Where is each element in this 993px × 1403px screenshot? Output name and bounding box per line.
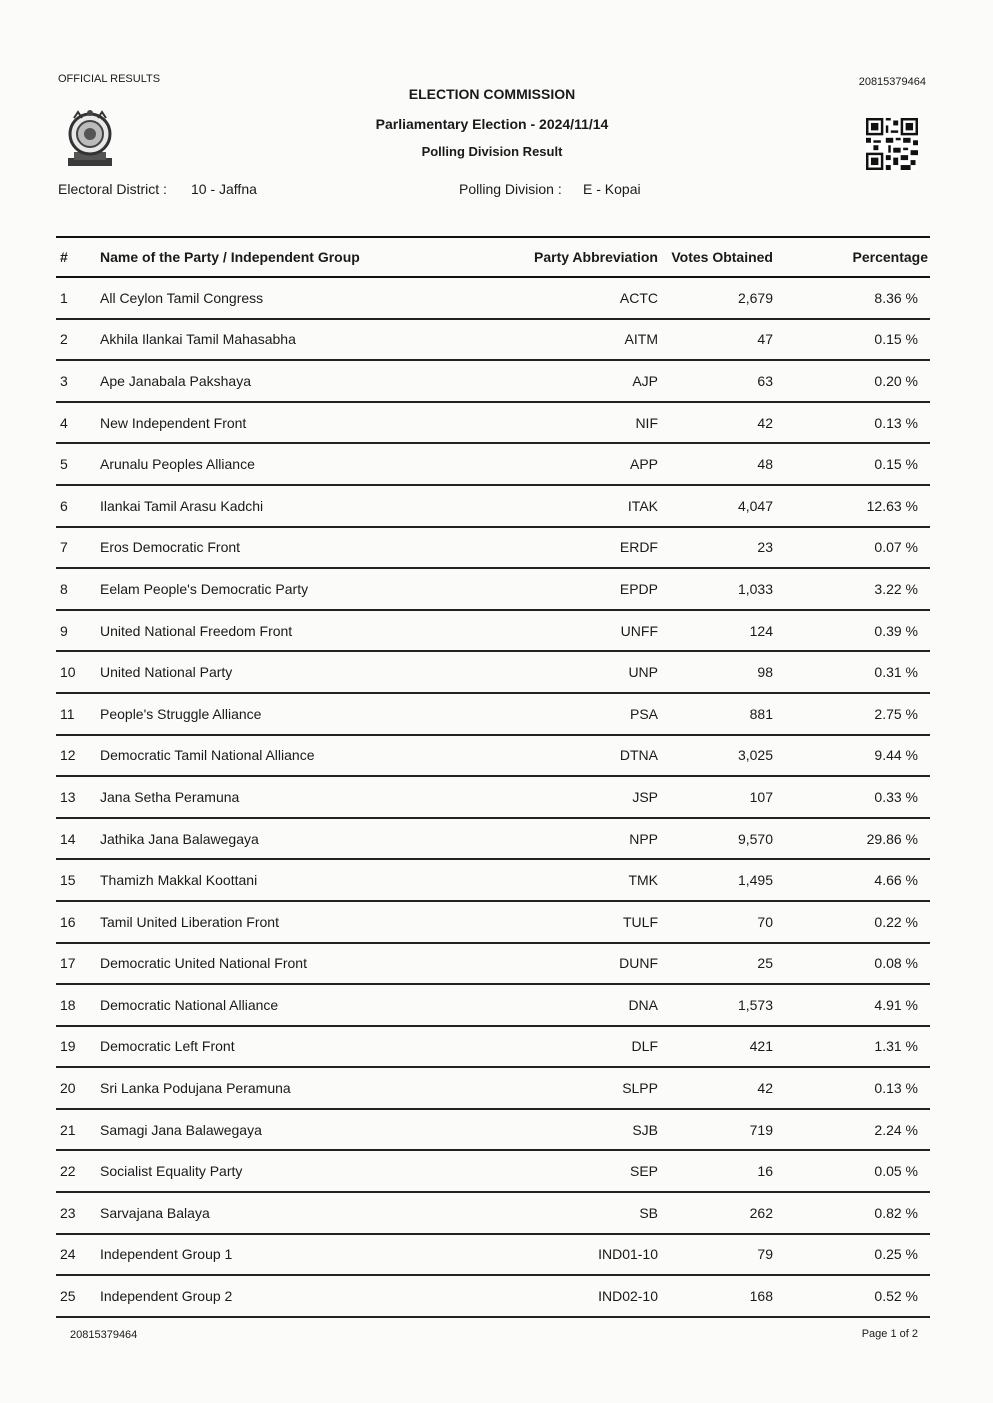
row-number: 8 <box>56 568 98 610</box>
table-row <box>56 901 930 943</box>
party-abbreviation: IND02-10 <box>508 1275 658 1317</box>
votes-obtained: 23 <box>658 527 793 569</box>
party-name: Samagi Jana Balawegaya <box>98 1109 508 1151</box>
party-name: United National Freedom Front <box>98 610 508 652</box>
table-row <box>56 693 930 735</box>
official-results-label: OFFICIAL RESULTS <box>58 73 161 85</box>
table-row <box>56 610 930 652</box>
row-number: 9 <box>56 610 98 652</box>
row-number: 14 <box>56 818 98 860</box>
votes-obtained: 4,047 <box>658 485 793 527</box>
party-name: Thamizh Makkal Koottani <box>98 859 508 901</box>
row-number: 1 <box>56 277 98 319</box>
document-id: 20815379464 <box>858 76 926 88</box>
table-row <box>56 1150 930 1192</box>
party-abbreviation: UNP <box>508 651 658 693</box>
vote-percentage: 4.91 % <box>793 984 930 1026</box>
party-abbreviation: EPDP <box>508 568 658 610</box>
party-abbreviation: ITAK <box>508 485 658 527</box>
party-abbreviation: APP <box>508 443 658 485</box>
table-row <box>56 319 930 361</box>
results-table <box>56 236 930 1318</box>
column-header-votes: Votes Obtained <box>658 237 793 277</box>
vote-percentage: 0.05 % <box>793 1150 930 1192</box>
party-name: New Independent Front <box>98 402 508 444</box>
row-number: 10 <box>56 651 98 693</box>
vote-percentage: 0.13 % <box>793 1067 930 1109</box>
table-row <box>56 651 930 693</box>
table-row <box>56 527 930 569</box>
table-row <box>56 984 930 1026</box>
votes-obtained: 70 <box>658 901 793 943</box>
national-emblem-icon <box>64 108 116 170</box>
party-abbreviation: SB <box>508 1192 658 1234</box>
votes-obtained: 79 <box>658 1234 793 1276</box>
electoral-district-label: Electoral District : <box>58 181 167 197</box>
table-row <box>56 1275 930 1317</box>
row-number: 18 <box>56 984 98 1026</box>
row-number: 11 <box>56 693 98 735</box>
party-abbreviation: ERDF <box>508 527 658 569</box>
party-name: Tamil United Liberation Front <box>98 901 508 943</box>
electoral-district-value: 10 - Jaffna <box>191 181 257 197</box>
party-abbreviation: AITM <box>508 319 658 361</box>
vote-percentage: 2.75 % <box>793 693 930 735</box>
footer-document-id: 20815379464 <box>70 1329 138 1341</box>
polling-division-label: Polling Division : <box>459 181 562 197</box>
row-number: 12 <box>56 735 98 777</box>
party-abbreviation: ACTC <box>508 277 658 319</box>
votes-obtained: 881 <box>658 693 793 735</box>
row-number: 23 <box>56 1192 98 1234</box>
party-name: Jathika Jana Balawegaya <box>98 818 508 860</box>
vote-percentage: 0.22 % <box>793 901 930 943</box>
table-row <box>56 776 930 818</box>
party-name: Socialist Equality Party <box>98 1150 508 1192</box>
vote-percentage: 1.31 % <box>793 1026 930 1068</box>
row-number: 16 <box>56 901 98 943</box>
table-row <box>56 1067 930 1109</box>
party-name: Sarvajana Balaya <box>98 1192 508 1234</box>
party-name: People's Struggle Alliance <box>98 693 508 735</box>
votes-obtained: 719 <box>658 1109 793 1151</box>
result-type: Polling Division Result <box>421 144 563 159</box>
party-abbreviation: UNFF <box>508 610 658 652</box>
row-number: 13 <box>56 776 98 818</box>
vote-percentage: 3.22 % <box>793 568 930 610</box>
party-name: Akhila Ilankai Tamil Mahasabha <box>98 319 508 361</box>
table-row <box>56 1234 930 1276</box>
table-row <box>56 360 930 402</box>
page-number: Page 1 of 2 <box>861 1328 918 1340</box>
party-abbreviation: TULF <box>508 901 658 943</box>
vote-percentage: 0.15 % <box>793 443 930 485</box>
vote-percentage: 2.24 % <box>793 1109 930 1151</box>
party-abbreviation: PSA <box>508 693 658 735</box>
row-number: 2 <box>56 319 98 361</box>
votes-obtained: 168 <box>658 1275 793 1317</box>
party-name: Independent Group 2 <box>98 1275 508 1317</box>
table-row <box>56 859 930 901</box>
vote-percentage: 9.44 % <box>793 735 930 777</box>
votes-obtained: 3,025 <box>658 735 793 777</box>
party-name: Democratic Tamil National Alliance <box>98 735 508 777</box>
party-abbreviation: SEP <box>508 1150 658 1192</box>
table-row <box>56 1109 930 1151</box>
row-number: 5 <box>56 443 98 485</box>
vote-percentage: 0.25 % <box>793 1234 930 1276</box>
table-row <box>56 1192 930 1234</box>
party-name: Eros Democratic Front <box>98 527 508 569</box>
party-name: Sri Lanka Podujana Peramuna <box>98 1067 508 1109</box>
party-name: Democratic National Alliance <box>98 984 508 1026</box>
vote-percentage: 0.08 % <box>793 943 930 985</box>
election-title: Parliamentary Election - 2024/11/14 <box>375 116 609 132</box>
row-number: 22 <box>56 1150 98 1192</box>
vote-percentage: 4.66 % <box>793 859 930 901</box>
party-abbreviation: DTNA <box>508 735 658 777</box>
polling-division-value: E - Kopai <box>583 181 641 197</box>
votes-obtained: 42 <box>658 402 793 444</box>
votes-obtained: 42 <box>658 1067 793 1109</box>
row-number: 6 <box>56 485 98 527</box>
party-name: Ape Janabala Pakshaya <box>98 360 508 402</box>
vote-percentage: 0.13 % <box>793 402 930 444</box>
votes-obtained: 1,495 <box>658 859 793 901</box>
votes-obtained: 98 <box>658 651 793 693</box>
commission-title: ELECTION COMMISSION <box>408 86 576 102</box>
votes-obtained: 124 <box>658 610 793 652</box>
party-abbreviation: IND01-10 <box>508 1234 658 1276</box>
vote-percentage: 0.15 % <box>793 319 930 361</box>
row-number: 25 <box>56 1275 98 1317</box>
votes-obtained: 48 <box>658 443 793 485</box>
vote-percentage: 12.63 % <box>793 485 930 527</box>
table-row <box>56 1026 930 1068</box>
table-row <box>56 277 930 319</box>
votes-obtained: 107 <box>658 776 793 818</box>
column-header-party-name: Name of the Party / Independent Group <box>98 237 508 277</box>
row-number: 3 <box>56 360 98 402</box>
row-number: 17 <box>56 943 98 985</box>
party-abbreviation: NPP <box>508 818 658 860</box>
party-name: All Ceylon Tamil Congress <box>98 277 508 319</box>
party-name: Eelam People's Democratic Party <box>98 568 508 610</box>
party-abbreviation: DLF <box>508 1026 658 1068</box>
votes-obtained: 63 <box>658 360 793 402</box>
table-row <box>56 402 930 444</box>
table-row <box>56 735 930 777</box>
votes-obtained: 47 <box>658 319 793 361</box>
party-abbreviation: DUNF <box>508 943 658 985</box>
vote-percentage: 29.86 % <box>793 818 930 860</box>
row-number: 24 <box>56 1234 98 1276</box>
table-row <box>56 485 930 527</box>
vote-percentage: 0.31 % <box>793 651 930 693</box>
party-abbreviation: TMK <box>508 859 658 901</box>
votes-obtained: 16 <box>658 1150 793 1192</box>
vote-percentage: 0.52 % <box>793 1275 930 1317</box>
qr-code-icon <box>866 118 918 170</box>
row-number: 20 <box>56 1067 98 1109</box>
row-number: 15 <box>56 859 98 901</box>
party-name: Independent Group 1 <box>98 1234 508 1276</box>
row-number: 19 <box>56 1026 98 1068</box>
row-number: 21 <box>56 1109 98 1151</box>
column-header-abbreviation: Party Abbreviation <box>508 237 658 277</box>
votes-obtained: 25 <box>658 943 793 985</box>
table-row <box>56 943 930 985</box>
table-row <box>56 568 930 610</box>
party-name: Arunalu Peoples Alliance <box>98 443 508 485</box>
table-row <box>56 443 930 485</box>
party-abbreviation: JSP <box>508 776 658 818</box>
party-abbreviation: DNA <box>508 984 658 1026</box>
party-abbreviation: SJB <box>508 1109 658 1151</box>
votes-obtained: 1,573 <box>658 984 793 1026</box>
table-header-row <box>56 237 930 277</box>
votes-obtained: 1,033 <box>658 568 793 610</box>
vote-percentage: 0.07 % <box>793 527 930 569</box>
votes-obtained: 2,679 <box>658 277 793 319</box>
vote-percentage: 0.82 % <box>793 1192 930 1234</box>
row-number: 4 <box>56 402 98 444</box>
party-abbreviation: AJP <box>508 360 658 402</box>
vote-percentage: 0.39 % <box>793 610 930 652</box>
party-name: United National Party <box>98 651 508 693</box>
votes-obtained: 262 <box>658 1192 793 1234</box>
party-name: Democratic Left Front <box>98 1026 508 1068</box>
vote-percentage: 0.33 % <box>793 776 930 818</box>
party-abbreviation: SLPP <box>508 1067 658 1109</box>
party-name: Jana Setha Peramuna <box>98 776 508 818</box>
vote-percentage: 8.36 % <box>793 277 930 319</box>
votes-obtained: 9,570 <box>658 818 793 860</box>
votes-obtained: 421 <box>658 1026 793 1068</box>
party-name: Ilankai Tamil Arasu Kadchi <box>98 485 508 527</box>
column-header-number: # <box>56 237 98 277</box>
party-abbreviation: NIF <box>508 402 658 444</box>
row-number: 7 <box>56 527 98 569</box>
results-table-body <box>56 277 930 1317</box>
column-header-percentage: Percentage <box>793 237 930 277</box>
party-name: Democratic United National Front <box>98 943 508 985</box>
vote-percentage: 0.20 % <box>793 360 930 402</box>
table-row <box>56 818 930 860</box>
